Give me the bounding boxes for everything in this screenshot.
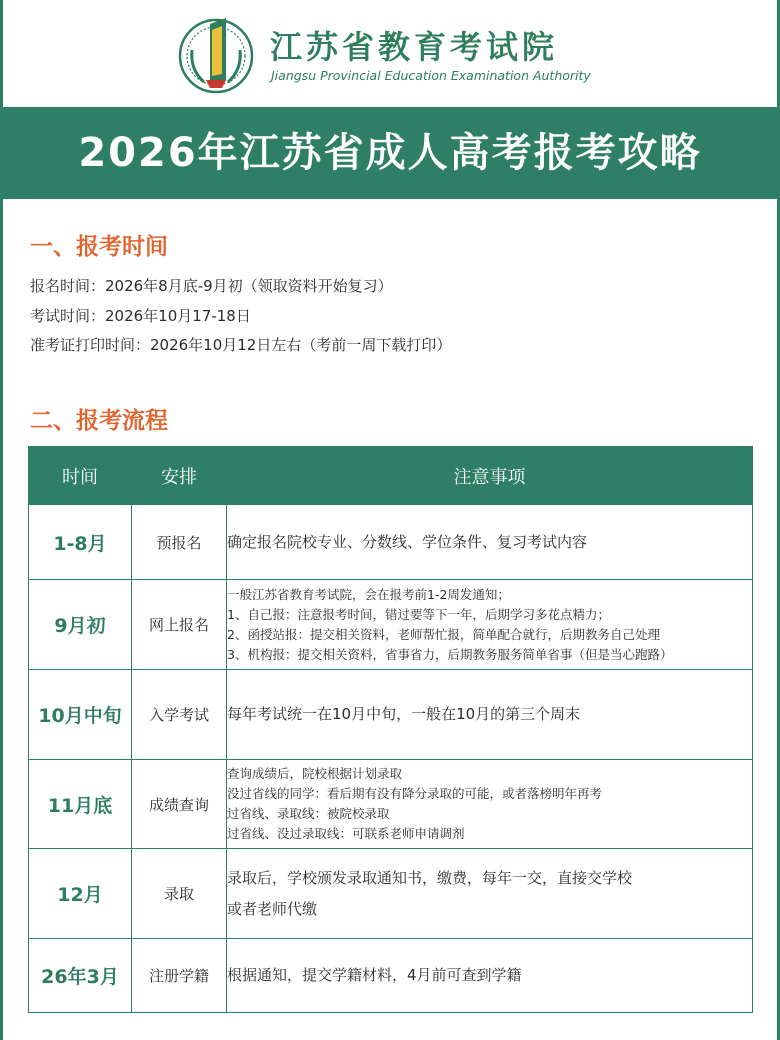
note-line: 2、函授站报：提交相关资料，老师帮忙报，简单配合就行，后期教务自己处理 <box>227 626 660 642</box>
note-line: 确定报名院校专业、分数线、学位条件、复习考试内容 <box>227 532 588 551</box>
note-line: 每年考试统一在10月中旬，一般在10月的第三个周末 <box>227 705 581 723</box>
table-row <box>29 670 753 760</box>
row-notes <box>227 849 753 939</box>
header <box>0 0 780 108</box>
note-line: 录取后，学校颁发录取通知书，缴费，每年一交，直接交学校 <box>227 868 633 887</box>
row-arrangement: 成绩查询 <box>132 760 227 849</box>
row-arrangement: 预报名 <box>132 505 227 580</box>
section-title-process: 二、报考流程 <box>30 408 168 434</box>
row-notes <box>227 670 753 760</box>
note-line: 3、机构报：提交相关资料，省事省力，后期教务服务简单省事（但是当心跑路） <box>227 646 673 662</box>
note-line: 过省线、录取线：被院校录取 <box>227 806 390 821</box>
table-row <box>29 580 753 670</box>
row-time: 11月底 <box>29 760 132 849</box>
row-arrangement: 注册学籍 <box>132 939 227 1013</box>
column-header-arrangement: 安排 <box>132 447 227 505</box>
column-header-notes: 注意事项 <box>227 447 753 505</box>
note-line: 根据通知，提交学籍材料，4月前可查到学籍 <box>227 966 522 984</box>
info-line-admission-ticket: 准考证打印时间：2026年10月12日左右（考前一周下载打印） <box>30 336 452 354</box>
row-arrangement: 录取 <box>132 849 227 939</box>
note-line: 一般江苏省教育考试院，会在报考前1-2周发通知； <box>227 586 510 602</box>
note-line: 查询成绩后，院校根据计划录取 <box>227 766 403 781</box>
info-line-registration: 报名时间：2026年8月底-9月初（领取资料开始复习） <box>30 277 393 295</box>
note-line: 没过省线的同学：看后期有没有降分录取的可能，或者落榜明年再考 <box>227 786 603 801</box>
org-name-en: Jiangsu Provincial Education Examination Authority <box>271 68 591 83</box>
row-time: 12月 <box>29 849 132 939</box>
row-notes <box>227 505 753 580</box>
row-time: 10月中旬 <box>29 670 132 760</box>
note-line: 或者老师代缴 <box>227 899 318 918</box>
page-title: 2026年江苏省成人高考报考攻略 <box>0 107 780 199</box>
column-header-time: 时间 <box>29 447 132 505</box>
row-time: 9月初 <box>29 580 132 670</box>
table-header-row <box>29 447 753 505</box>
process-table <box>28 446 753 1013</box>
row-notes <box>227 760 753 849</box>
row-arrangement: 入学考试 <box>132 670 227 760</box>
row-time: 26年3月 <box>29 939 132 1013</box>
table-row <box>29 939 753 1013</box>
row-arrangement: 网上报名 <box>132 580 227 670</box>
row-notes <box>227 939 753 1013</box>
table-row <box>29 760 753 849</box>
info-line-exam: 考试时间：2026年10月17-18日 <box>30 307 251 325</box>
row-notes <box>227 580 753 670</box>
table-row <box>29 849 753 939</box>
note-line: 过省线、没过录取线：可联系老师申请调剂 <box>227 826 465 841</box>
authority-logo-icon <box>176 10 256 98</box>
section-title-schedule: 一、报考时间 <box>30 234 168 260</box>
note-line: 1、自己报：注意报考时间，错过要等下一年，后期学习多花点精力； <box>227 606 610 622</box>
table-row <box>29 505 753 580</box>
org-name-cn: 江苏省教育考试院 <box>270 28 559 66</box>
row-time: 1-8月 <box>29 505 132 580</box>
